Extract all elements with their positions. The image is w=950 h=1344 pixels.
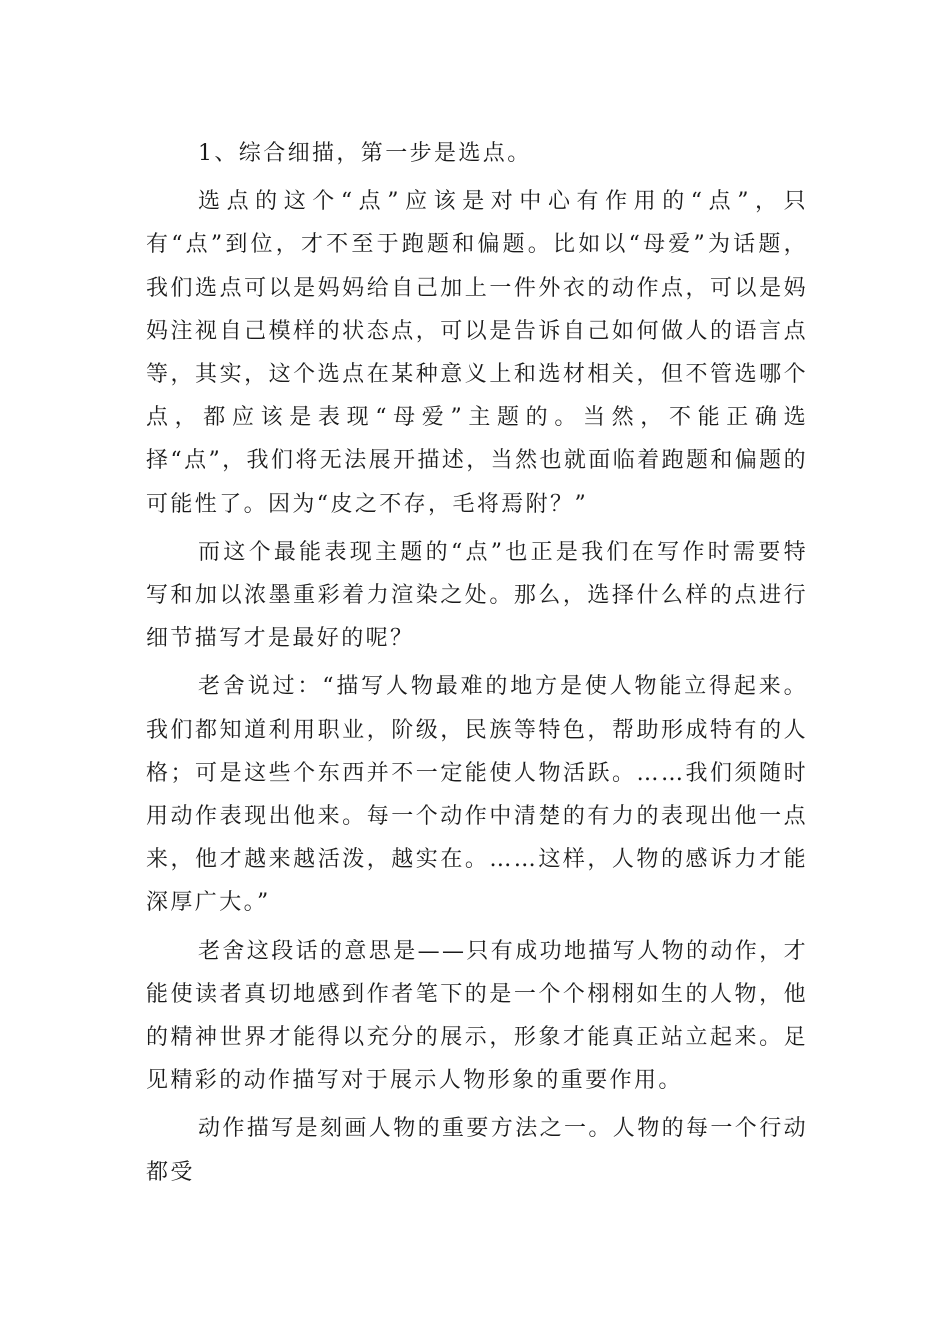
paragraph-5: 老舍这段话的意思是——只有成功地描写人物的动作，才能使读者真切地感到作者笔下的是一个个栩栩如生的人物，他的精神世界才能得以充分的展示，形象才能真正站立起来。足见精彩的动作描写对于展示人物形象的重要作用。	[146, 938, 809, 1094]
paragraph-4: 老舍说过：“描写人物最难的地方是使人物能立得起来。我们都知道利用职业，阶级，民族等特色，帮助形成特有的人格；可是这些个东西并不一定能使人物活跃。……我们须随时用动作表现出他来。每一个动作中清楚的有力的表现出他一点来，他才越来越活泼，越实在。……这样，人物的感诉力才能深厚广大。”	[146, 674, 808, 916]
paragraph-6: 动作描写是刻画人物的重要方法之一。人物的每一个行动都受	[146, 1116, 809, 1185]
paragraph-3: 而这个最能表现主题的“点”也正是我们在写作时需要特写和加以浓墨重彩着力渲染之处。那么，选择什么样的点进行细节描写才是最好的呢？	[146, 539, 808, 652]
paragraph-2: 选点的这个“点”应该是对中心有作用的“点”，只有“点”到位，才不至于跑题和偏题。比如以“母爱”为话题，我们选点可以是妈妈给自己加上一件外衣的动作点，可以是妈妈注视自己模样的状态点，可以是告诉自己如何做人的语言点等，其实，这个选点在某种意义上和选材相关，但不管选哪个点，都应该是表现“母爱”主题的。当然，不能正确选择“点”，我们将无法展开描述，当然也就面临着跑题和偏题的可能性了。因为“皮之不存，毛将焉附？”	[146, 189, 808, 517]
paragraph-1: 1、综合细描，第一步是选点。	[198, 141, 532, 166]
document-page	[146, 132, 808, 1199]
